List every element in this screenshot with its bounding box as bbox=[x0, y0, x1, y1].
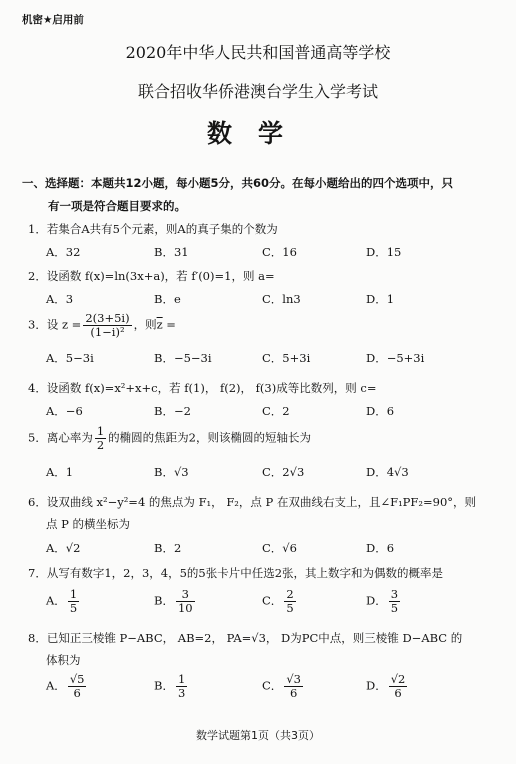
question-5-fraction bbox=[95, 425, 106, 452]
secret-note: 机密★启用前 bbox=[22, 14, 84, 26]
section-instructions-line2: 有一项是符合题目要求的。 bbox=[48, 199, 186, 213]
question-3-numerator: 2(3+5i) bbox=[85, 311, 130, 325]
question-8-option-d-fraction bbox=[389, 673, 408, 700]
question-5-stem-suffix: 的椭圆的焦距为2，则该椭圆的短轴长为 bbox=[108, 430, 311, 445]
question-1-stem: 1．若集合A共有5个元素，则A的真子集的个数为 bbox=[28, 222, 278, 236]
question-1-option-c: C．16 bbox=[262, 245, 297, 259]
question-3-option-c: C．5+3i bbox=[262, 351, 311, 365]
question-8-option-b bbox=[154, 673, 189, 700]
exam-title-line2: 联合招收华侨港澳台学生入学考试 bbox=[137, 82, 378, 101]
section-heading: 一、选择题： bbox=[22, 176, 91, 190]
question-7-option-b-den: 10 bbox=[177, 601, 193, 615]
question-5-option-d: D．4√3 bbox=[366, 465, 409, 479]
question-7-option-a-den: 5 bbox=[69, 601, 78, 615]
question-8-option-c-label: C． bbox=[262, 678, 283, 693]
question-3-stem bbox=[28, 312, 176, 339]
question-3-denominator: (1−i)² bbox=[90, 325, 125, 339]
question-3-options bbox=[46, 350, 496, 372]
question-6-options bbox=[46, 540, 496, 562]
question-7-option-c-fraction bbox=[284, 588, 295, 615]
question-8-option-a bbox=[46, 673, 88, 700]
page-footer: 数学试题第1页（共3页） bbox=[196, 729, 320, 742]
question-7-option-d-den: 5 bbox=[390, 601, 399, 615]
question-8-option-c-num: √3 bbox=[286, 672, 301, 686]
question-5-option-c: C．2√3 bbox=[262, 465, 305, 479]
question-1-options bbox=[46, 244, 496, 266]
question-2-option-b: B．e bbox=[154, 292, 181, 306]
question-7-option-c-den: 5 bbox=[286, 601, 294, 615]
question-8-option-a-num: √5 bbox=[69, 672, 85, 686]
question-7-options bbox=[46, 588, 496, 622]
question-4-option-c: C．2 bbox=[262, 404, 290, 418]
question-7-option-b-num: 3 bbox=[176, 588, 195, 602]
question-8-option-a-label: A． bbox=[46, 678, 66, 693]
question-7-option-d-label: D． bbox=[366, 593, 387, 608]
question-7-option-d-num: 3 bbox=[390, 587, 399, 601]
question-8-option-a-fraction bbox=[68, 673, 87, 700]
question-3-option-d: D．−5+3i bbox=[366, 351, 425, 365]
question-3-option-a: A．5−3i bbox=[46, 351, 94, 365]
question-6-option-d: D．6 bbox=[366, 541, 395, 555]
question-5-stem-prefix: 5．离心率为 bbox=[28, 430, 93, 445]
question-3-option-b: B．−5−3i bbox=[154, 351, 212, 365]
question-7-option-c bbox=[262, 588, 298, 615]
question-4-option-b: B．−2 bbox=[154, 404, 191, 418]
question-7-stem: 7．从写有数字1，2，3，4，5的5张卡片中任选2张，其上数字和为偶数的概率是 bbox=[28, 566, 444, 580]
question-7-option-a-label: A． bbox=[46, 593, 66, 608]
question-8-option-b-num: 1 bbox=[177, 672, 186, 686]
question-7-option-d bbox=[366, 588, 402, 615]
subject-title: 数学 bbox=[206, 119, 309, 148]
question-2-option-c: C．ln3 bbox=[262, 292, 301, 306]
question-8-option-a-den: 6 bbox=[73, 686, 81, 700]
question-8-option-b-den: 3 bbox=[177, 686, 186, 700]
exam-title-line1: 2020年中华人民共和国普通高等学校 bbox=[125, 43, 391, 62]
question-3-fraction bbox=[83, 312, 131, 339]
question-6-option-b: B．2 bbox=[154, 541, 182, 555]
question-6-option-c: C．√6 bbox=[262, 541, 297, 555]
question-5-stem bbox=[28, 425, 311, 452]
question-2-option-d: D．1 bbox=[366, 292, 395, 306]
question-4-options bbox=[46, 403, 496, 425]
section-instructions bbox=[22, 175, 453, 191]
question-8-stem-cont: 体积为 bbox=[46, 653, 81, 667]
question-7-option-a-num: 1 bbox=[69, 587, 78, 601]
question-8-option-d-num: √2 bbox=[390, 672, 406, 686]
question-7-option-d-fraction bbox=[389, 588, 400, 615]
question-7-option-a bbox=[46, 588, 81, 615]
question-3-stem-end: = bbox=[162, 317, 176, 332]
question-7-option-c-label: C． bbox=[262, 593, 283, 608]
question-3-stem-suffix: ，则 bbox=[133, 317, 157, 332]
question-8-option-c-den: 6 bbox=[289, 686, 298, 700]
question-5-numerator: 1 bbox=[96, 424, 105, 438]
question-8-option-c bbox=[262, 673, 305, 700]
question-7-option-c-num: 2 bbox=[286, 587, 294, 601]
question-8-option-d-label: D． bbox=[366, 678, 387, 693]
question-8-option-d-den: 6 bbox=[394, 686, 402, 700]
question-5-denominator: 2 bbox=[96, 438, 105, 452]
question-5-option-a: A．1 bbox=[46, 465, 74, 479]
question-8-stem: 8．已知正三棱锥 P−ABC， AB=2， PA=√3， D为PC中点，则三棱锥 D−ABC 的 bbox=[28, 631, 463, 645]
question-1-option-b: B．31 bbox=[154, 245, 189, 259]
question-4-stem: 4．设函数 f(x)=x²+x+c，若 f(1)， f(2)， f(3)成等比数列，则 c= bbox=[28, 381, 377, 395]
question-8-option-b-fraction bbox=[176, 673, 187, 700]
question-8-option-b-label: B． bbox=[154, 678, 174, 693]
question-7-option-b bbox=[154, 588, 197, 615]
question-6-stem-cont: 点 P 的横坐标为 bbox=[46, 517, 131, 531]
question-6-option-a: A．√2 bbox=[46, 541, 81, 555]
question-5-option-b: B．√3 bbox=[154, 465, 189, 479]
question-2-option-a: A．3 bbox=[46, 292, 74, 306]
question-2-stem: 2．设函数 f(x)=ln(3x+a)，若 f′(0)=1，则 a= bbox=[28, 269, 275, 283]
question-7-option-b-label: B． bbox=[154, 593, 174, 608]
question-4-option-a: A．−6 bbox=[46, 404, 83, 418]
question-8-options bbox=[46, 673, 496, 707]
question-3-conjugate: $\overline{z}$ bbox=[156, 317, 163, 332]
question-2-options bbox=[46, 291, 496, 313]
question-7-option-a-fraction bbox=[68, 588, 79, 615]
question-8-option-d bbox=[366, 673, 409, 700]
question-1-option-d: D．15 bbox=[366, 245, 402, 259]
question-8-option-c-fraction bbox=[284, 673, 303, 700]
question-1-option-a: A．32 bbox=[46, 245, 81, 259]
question-5-options bbox=[46, 464, 496, 486]
question-4-option-d: D．6 bbox=[366, 404, 395, 418]
section-instructions-line1: 本题共12小题，每小题5分，共60分。在每小题给出的四个选项中，只 bbox=[91, 176, 454, 190]
question-6-stem: 6．设双曲线 x²−y²=4 的焦点为 F₁， F₂，点 P 在双曲线右支上，且∠F₁PF₂=90°，则 bbox=[28, 495, 477, 509]
question-7-option-b-fraction bbox=[176, 588, 195, 615]
question-3-stem-prefix: 3．设 z = bbox=[28, 317, 82, 332]
